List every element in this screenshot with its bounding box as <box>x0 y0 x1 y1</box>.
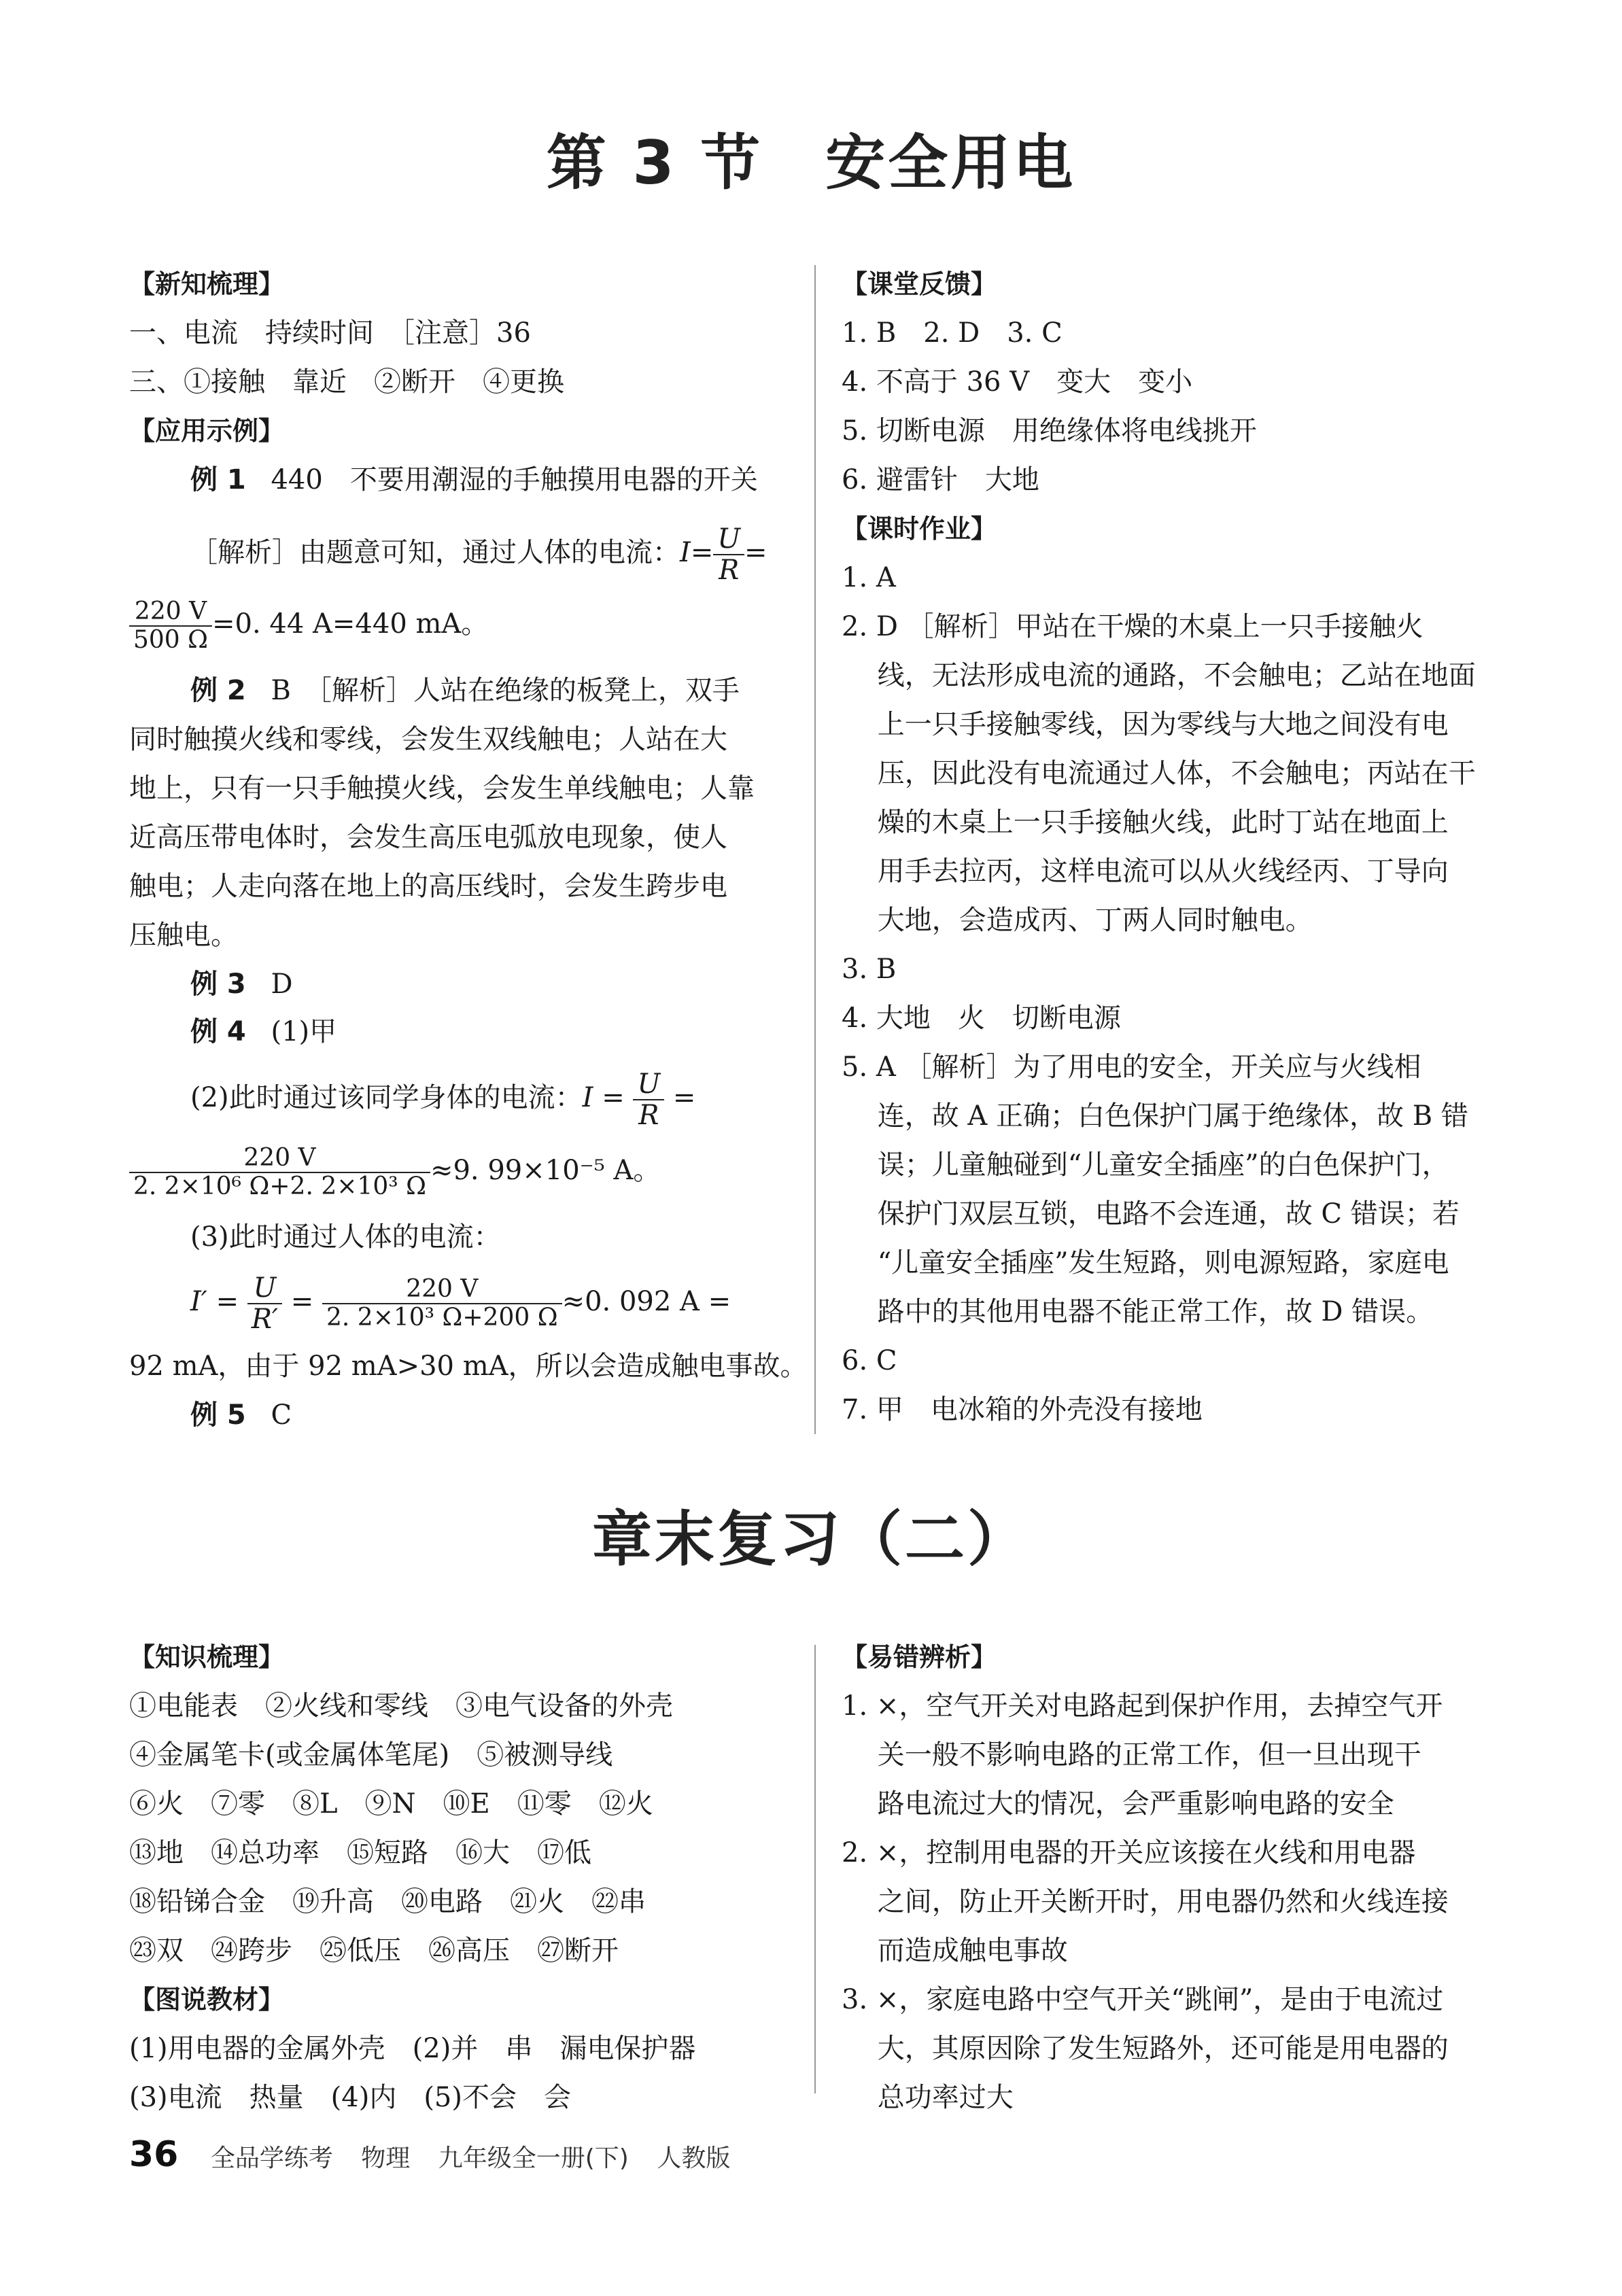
xinzhi-line-1: 一、电流 持续时间 ［注意］36 <box>129 317 531 349</box>
section-header-ketang: 【课堂反馈】 <box>842 269 997 299</box>
example-3 <box>190 965 293 1006</box>
example-4-part-3-resistance-symbol: R′ <box>251 1304 279 1335</box>
ketang-line-3: 5. 切断电源 用绝缘体将电线挑开 <box>842 415 1257 447</box>
keshi-line-17: 6. C <box>842 1345 897 1376</box>
example-4-denominator: 2. 2×10⁶ Ω+2. 2×10³ Ω <box>133 1172 426 1200</box>
example-1-numerator: 220 V <box>129 598 212 627</box>
example-1-value-fraction <box>129 598 212 653</box>
example-4-part-3-conclusion: 92 mA，由于 92 mA>30 mA，所以会造成触电事故。 <box>129 1351 808 1382</box>
section-title: 第 3 节 安全用电 <box>546 128 1076 198</box>
example-3-label: 例 3 <box>190 969 246 1000</box>
keshi-line-13: 误；儿童触碰到“儿童安全插座”的白色保护门， <box>842 1149 1449 1181</box>
ketang-line-2: 4. 不高于 36 V 变大 变小 <box>842 366 1193 398</box>
footer-book-title: 全品学练考 <box>210 2144 333 2172</box>
example-1-resistance-symbol: R <box>719 555 740 586</box>
section-header-tushuo: 【图说教材】 <box>129 1985 285 2015</box>
example-2-label: 例 2 <box>190 675 246 706</box>
example-4-part-3-voltage-symbol: U <box>247 1273 282 1304</box>
example-4-result: ≈9. 99×10⁻⁵ A。 <box>430 1155 661 1186</box>
section-header-zhishi: 【知识梳理】 <box>129 1642 285 1672</box>
footer-edition: 人教版 <box>657 2144 731 2172</box>
keshi-line-14: 保护门双层互锁，电路不会连通，故 C 错误；若 <box>842 1198 1460 1230</box>
keshi-line-15: “儿童安全插座”发生短路，则电源短路，家庭电 <box>842 1247 1449 1279</box>
example-4-part-3-value-fraction <box>322 1276 562 1331</box>
keshi-line-2: 2. D ［解析］甲站在干燥的木桌上一只手接触火 <box>842 611 1423 642</box>
keshi-line-16: 路中的其他用电器不能正常工作，故 D 错误。 <box>842 1296 1434 1327</box>
column-divider-top <box>814 265 816 1434</box>
page-number: 36 <box>129 2134 179 2175</box>
example-4-value-fraction <box>129 1145 430 1200</box>
keshi-line-3: 线，无法形成电流的通路，不会触电；乙站在地面 <box>842 660 1476 691</box>
keshi-line-11: 5. A ［解析］为了用电的安全，开关应与火线相 <box>842 1051 1421 1083</box>
column-divider-bottom <box>814 1645 816 2093</box>
example-4-label: 例 4 <box>190 1016 246 1047</box>
example-2-line-5: 触电；人走向落在地上的高压线时，会发生跨步电 <box>129 871 727 902</box>
keshi-line-12: 连，故 A 正确；白色保护门属于绝缘体，故 B 错 <box>842 1100 1468 1132</box>
section-header-yingyong: 【应用示例】 <box>129 416 285 446</box>
yicuo-line-8: 大，其原因除了发生短路外，还可能是用电器的 <box>842 2033 1449 2064</box>
section-header-yicuo: 【易错辨析】 <box>842 1642 997 1672</box>
example-1-voltage-symbol: U <box>713 524 744 555</box>
example-4-part-1: (1)甲 <box>271 1016 337 1047</box>
example-2-line-6: 压触电。 <box>129 920 238 951</box>
zhishi-line-1: ①电能表 ②火线和零线 ③电气设备的外壳 <box>129 1690 673 1722</box>
example-1-label: 例 1 <box>190 464 246 495</box>
zhishi-line-6: ㉓双 ㉔跨步 ㉕低压 ㉖高压 ㉗断开 <box>129 1935 619 1966</box>
xinzhi-line-2: 三、①接触 靠近 ②断开 ④更换 <box>129 366 564 398</box>
example-4-part-3-current: I′ = <box>190 1286 239 1317</box>
example-2-line-4: 近高压带电体时，会发生高压电弧放电现象，使人 <box>129 822 727 853</box>
yicuo-line-2: 关一般不影响电路的正常工作，但一旦出现干 <box>842 1739 1421 1771</box>
example-1 <box>190 461 758 502</box>
example-1-answer: 440 不要用潮湿的手触摸用电器的开关 <box>271 464 758 495</box>
keshi-line-8: 大地，会造成丙、丁两人同时触电。 <box>842 905 1313 936</box>
example-1-analysis: ［解析］由题意可知，通过人体的电流：I= $\frac{U}{R}$ = <box>190 523 767 586</box>
example-4-part-3-result: ≈0. 092 A = <box>562 1286 731 1317</box>
keshi-line-7: 用手去拉丙，这样电流可以从火线经丙、丁导向 <box>842 856 1449 887</box>
yicuo-line-3: 路电流过大的情况，会严重影响电路的安全 <box>842 1788 1394 1820</box>
example-2-line-1: B ［解析］人站在绝缘的板凳上，双手 <box>271 675 740 706</box>
example-1-analysis-text: ［解析］由题意可知，通过人体的电流： <box>190 537 680 568</box>
example-4-resistance-symbol: R <box>638 1100 659 1131</box>
example-4-formula-fraction <box>633 1069 664 1130</box>
tushuo-line-1: (1)用电器的金属外壳 (2)并 串 漏电保护器 <box>129 2033 696 2064</box>
footer-grade: 九年级全一册(下) <box>438 2144 629 2172</box>
example-1-calculation <box>129 590 488 658</box>
page-footer <box>129 2134 750 2175</box>
example-4-part-2: (2)此时通过该同学身体的电流：I = $\frac{U}{R}$ = <box>190 1068 696 1131</box>
yicuo-line-1: 1. ×，空气开关对电路起到保护作用，去掉空气开 <box>842 1690 1443 1722</box>
keshi-line-6: 燥的木桌上一只手接触火线，此时丁站在地面上 <box>842 807 1449 838</box>
keshi-line-5: 压，因此没有电流通过人体，不会触电；丙站在干 <box>842 758 1476 789</box>
example-4-current-symbol: I <box>582 1082 593 1113</box>
keshi-line-10: 4. 大地 火 切断电源 <box>842 1003 1121 1034</box>
keshi-line-18: 7. 甲 电冰箱的外壳没有接地 <box>842 1394 1203 1425</box>
zhishi-line-2: ④金属笔卡(或金属体笔尾) ⑤被测导线 <box>129 1739 613 1771</box>
example-3-answer: D <box>271 969 293 1000</box>
footer-subject: 物理 <box>361 2144 411 2172</box>
yicuo-line-7: 3. ×，家庭电路中空气开关“跳闸”，是由于电流过 <box>842 1984 1444 2015</box>
example-2-line-3: 地上，只有一只手触摸火线，会发生单线触电；人靠 <box>129 773 755 804</box>
example-5-label: 例 5 <box>190 1399 246 1431</box>
example-4-part-2-calculation <box>129 1136 660 1204</box>
section-header-keshi: 【课时作业】 <box>842 514 997 544</box>
zhishi-line-4: ⑬地 ⑭总功率 ⑮短路 ⑯大 ⑰低 <box>129 1837 591 1868</box>
example-5-answer: C <box>271 1399 292 1431</box>
yicuo-line-6: 而造成触电事故 <box>842 1935 1068 1966</box>
zhishi-line-3: ⑥火 ⑦零 ⑧L ⑨N ⑩E ⑪零 ⑫火 <box>129 1788 653 1820</box>
example-4-part-2-text: (2)此时通过该同学身体的电流： <box>190 1082 583 1113</box>
example-4-part-3-symbol-fraction <box>247 1273 282 1334</box>
example-2-line-2: 同时触摸火线和零线，会发生双线触电；人站在大 <box>129 724 727 755</box>
example-1-formula-fraction <box>713 524 744 585</box>
example-4-numerator: 220 V <box>129 1145 430 1173</box>
example-4-part-3-numerator: 220 V <box>322 1276 562 1304</box>
chapter-title: 章末复习（二） <box>591 1504 1030 1574</box>
keshi-line-1: 1. A <box>842 562 896 593</box>
zhishi-line-5: ⑱铅锑合金 ⑲升高 ⑳电路 ㉑火 ㉒串 <box>129 1886 646 1917</box>
tushuo-line-2: (3)电流 热量 (4)内 (5)不会 会 <box>129 2082 571 2113</box>
yicuo-line-9: 总功率过大 <box>842 2082 1014 2113</box>
example-4-part-3-denominator: 2. 2×10³ Ω+200 Ω <box>326 1304 558 1332</box>
ketang-line-4: 6. 避雷针 大地 <box>842 464 1039 495</box>
section-header-xinzhi: 【新知梳理】 <box>129 269 285 299</box>
keshi-line-4: 上一只手接触零线，因为零线与大地之间没有电 <box>842 709 1449 740</box>
yicuo-line-4: 2. ×，控制用电器的开关应该接在火线和用电器 <box>842 1837 1416 1868</box>
example-1-denominator: 500 Ω <box>133 626 209 654</box>
example-1-current-symbol: I <box>680 537 691 568</box>
example-2 <box>190 672 740 712</box>
keshi-line-9: 3. B <box>842 954 897 985</box>
example-4-part-3: (3)此时通过人体的电流： <box>190 1221 501 1253</box>
yicuo-line-5: 之间，防止开关断开时，用电器仍然和火线连接 <box>842 1886 1449 1917</box>
example-4-voltage-symbol: U <box>633 1069 664 1100</box>
example-1-result: =0. 44 A=440 mA。 <box>212 608 489 640</box>
ketang-line-1: 1. B 2. D 3. C <box>842 317 1063 349</box>
example-5 <box>190 1396 292 1437</box>
example-4-part-3-formula: I′ = $\frac{U}{R'}$ = $\frac{220 V}{\text{2. 2×10³ Ω+200 Ω}}$ ≈0. 092 A = <box>190 1272 731 1335</box>
example-4 <box>190 1013 337 1054</box>
